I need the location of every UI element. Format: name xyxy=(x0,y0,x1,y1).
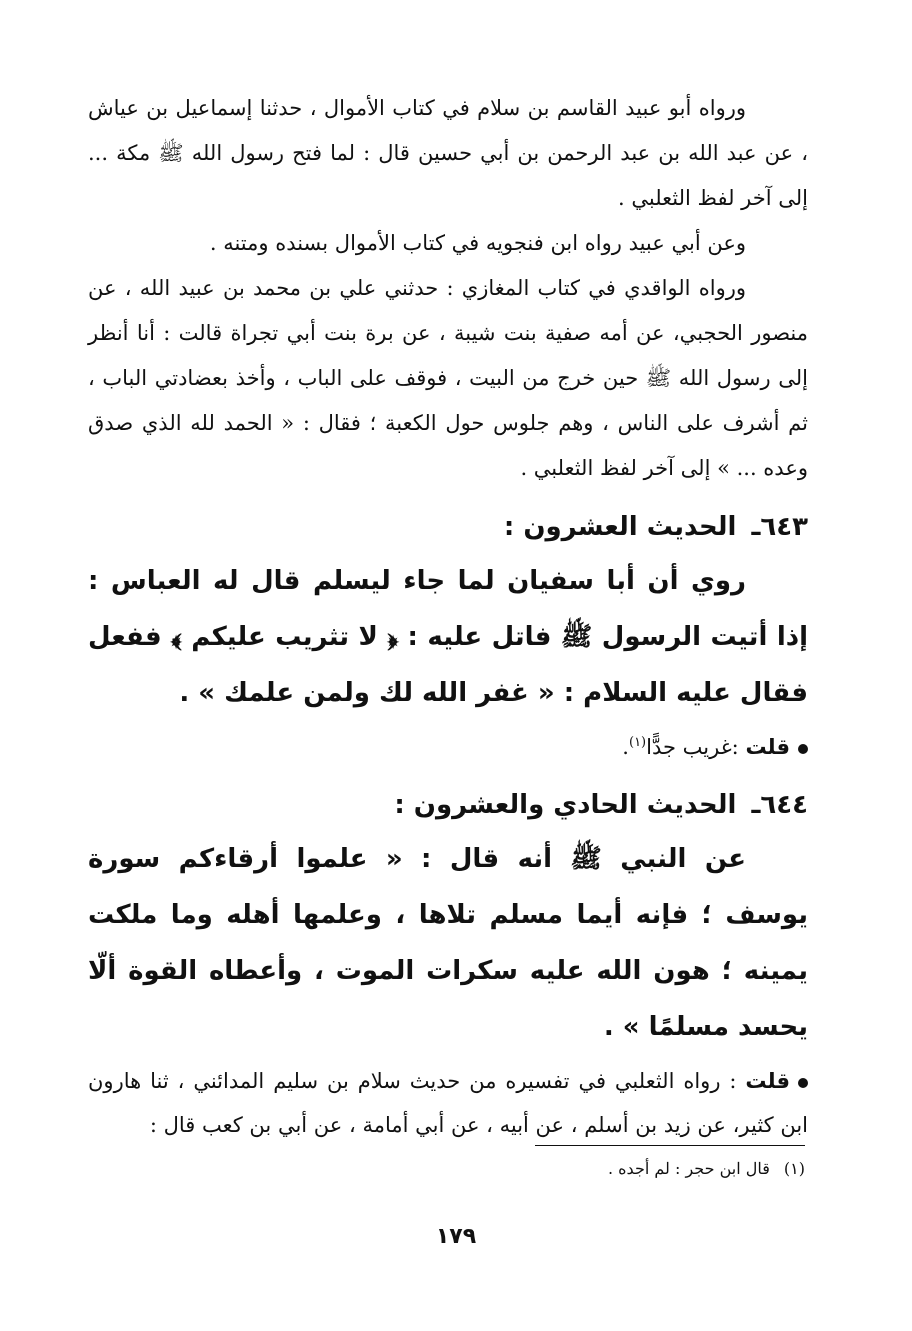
footnote xyxy=(300,1156,805,1182)
page-number: ١٧٩ xyxy=(435,1224,477,1249)
paragraph-ibn-fanjawayh: وعن أبي عبيد رواه ابن فنجويه في كتاب الأموال بسنده ومتنه . xyxy=(209,231,746,255)
page-body xyxy=(88,86,808,1147)
note-label: قلت xyxy=(745,1069,790,1093)
section-number: ٦٤٣ـ xyxy=(751,512,808,542)
note-643 xyxy=(88,725,808,769)
footnote-divider xyxy=(535,1145,805,1146)
note-644 xyxy=(88,1059,808,1147)
section-title: الحديث الحادي والعشرون : xyxy=(394,790,737,820)
note-text: : رواه الثعلبي في تفسيره من حديث سلام بن سليم المدائني ، ثنا هارون ابن كثير، عن زيد بن أسلم ، عن أبيه ، عن أبي أمامة ، عن أبي بن كعب قال : xyxy=(88,1069,808,1137)
section-heading-643 xyxy=(88,505,808,549)
bullet-icon xyxy=(798,744,808,754)
paragraph-abu-ubayd: ورواه أبو عبيد القاسم بن سلام في كتاب الأموال ، حدثنا إسماعيل بن عياش ، عن عبد الله بن عبد الرحمن بن أبي حسين قال : لما فتح رسول الله ﷺ مكة ... إلى آخر لفظ الثعلبي . xyxy=(88,96,808,210)
bullet-icon xyxy=(798,1078,808,1088)
footnote-text: قال ابن حجر : لم أجده . xyxy=(608,1159,770,1178)
hadith-text-643: روي أن أبا سفيان لما جاء ليسلم قال له العباس : إذا أتيت الرسول ﷺ فاتل عليه : ﴿ لا تثريب عليكم ﴾ ففعل فقال عليه السلام : « غفر الله لك ولمن علمك » . xyxy=(88,566,808,708)
section-heading-644 xyxy=(88,783,808,827)
hadith-text-644: عن النبي ﷺ أنه قال : « علموا أرقاءكم سورة يوسف ؛ فإنه أيما مسلم تلاها ، وعلمها أهله وما ملكت يمينه ؛ هون الله عليه سكرات الموت ، وأعطاه القوة ألّا يحسد مسلمًا » . xyxy=(88,844,808,1042)
section-title: الحديث العشرون : xyxy=(503,512,737,542)
section-number: ٦٤٤ـ xyxy=(751,790,808,820)
note-end: . xyxy=(622,735,629,759)
note-text: :غريب جدًّا xyxy=(646,735,739,759)
note-label: قلت xyxy=(745,735,790,759)
paragraph-waqidi: ورواه الواقدي في كتاب المغازي : حدثني علي بن محمد بن عبيد الله ، عن منصور الحجبي، عن أمه صفية بنت شيبة ، عن برة بنت أبي تجراة قالت : أنا أنظر إلى رسول الله ﷺ حين خرج من البيت ، فوقف على الباب ، وأخذ بعضادتي الباب ، ثم أشرف على الناس ، وهم جلوس حول الكعبة ؛ فقال : « الحمد لله الذي صدق وعده ... » إلى آخر لفظ الثعلبي . xyxy=(88,276,808,480)
footnote-number: (١) xyxy=(783,1159,805,1178)
footnote-reference: (١) xyxy=(628,735,647,750)
